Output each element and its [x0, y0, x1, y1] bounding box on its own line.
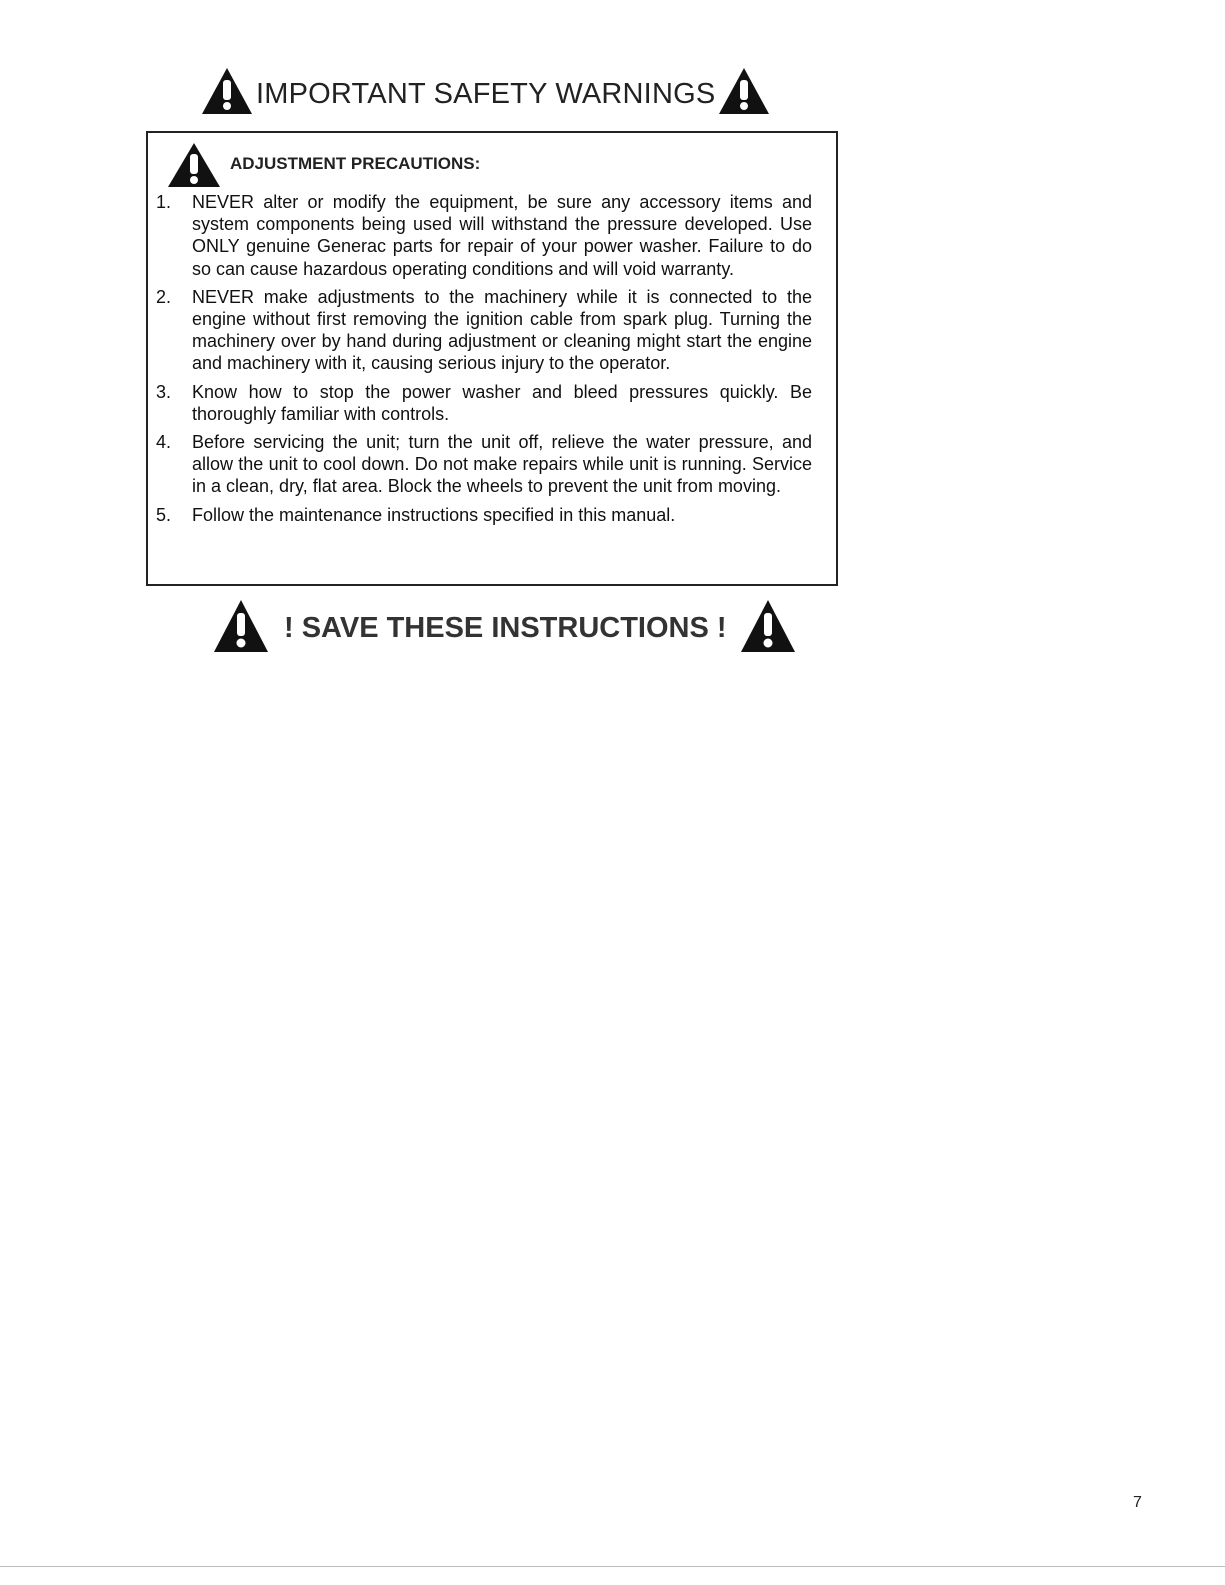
item-text: Know how to stop the power washer and bleed pressures quickly. Be thoroughly familiar with controls.	[192, 381, 812, 424]
warning-triangle-icon	[200, 66, 254, 116]
precautions-box	[146, 131, 838, 586]
list-item	[148, 431, 812, 498]
section-header	[166, 141, 480, 189]
warning-triangle-icon	[739, 598, 797, 654]
page-number: 7	[1133, 1494, 1142, 1511]
list-item	[148, 504, 812, 526]
item-number: 1.	[156, 192, 172, 212]
item-text: NEVER make adjustments to the machinery while it is connected to the engine without first removing the ignition cable from spark plug. Turning the machinery over by hand during adjustment or cleaning might start the engine and machinery with it, causing serious injury to the operator.	[192, 286, 812, 374]
warning-triangle-icon	[212, 598, 270, 654]
page-bottom-divider	[0, 1566, 1225, 1567]
save-instructions-text: ! SAVE THESE INSTRUCTIONS !	[284, 612, 727, 644]
list-item	[148, 381, 812, 425]
section-title: ADJUSTMENT PRECAUTIONS:	[230, 154, 481, 173]
item-number: 3.	[156, 381, 172, 402]
safety-heading	[200, 66, 771, 116]
item-number: 5.	[156, 504, 172, 525]
save-instructions-banner	[212, 598, 797, 654]
warning-triangle-icon	[717, 66, 771, 116]
item-text: Follow the maintenance instructions specified in this manual.	[192, 504, 676, 525]
list-item	[148, 286, 812, 375]
item-text: NEVER alter or modify the equipment, be sure any accessory items and system components being used will withstand the pressure developed. Use ONLY genuine Generac parts for repair of your power washer. Failure to do so can cause hazardous operating conditions and will void warranty.	[192, 192, 812, 279]
warning-triangle-icon	[166, 141, 222, 189]
item-text: Before servicing the unit; turn the unit off, relieve the water pressure, and allow the unit to cool down. Do not make repairs while unit is running. Service in a clean, dry, flat area. Block the wheels to prevent the unit from moving.	[192, 432, 812, 497]
item-number: 4.	[156, 432, 172, 453]
item-number: 2.	[156, 286, 172, 307]
page-title: IMPORTANT SAFETY WARNINGS	[256, 78, 716, 110]
precautions-list	[148, 191, 812, 532]
list-item	[148, 191, 812, 280]
